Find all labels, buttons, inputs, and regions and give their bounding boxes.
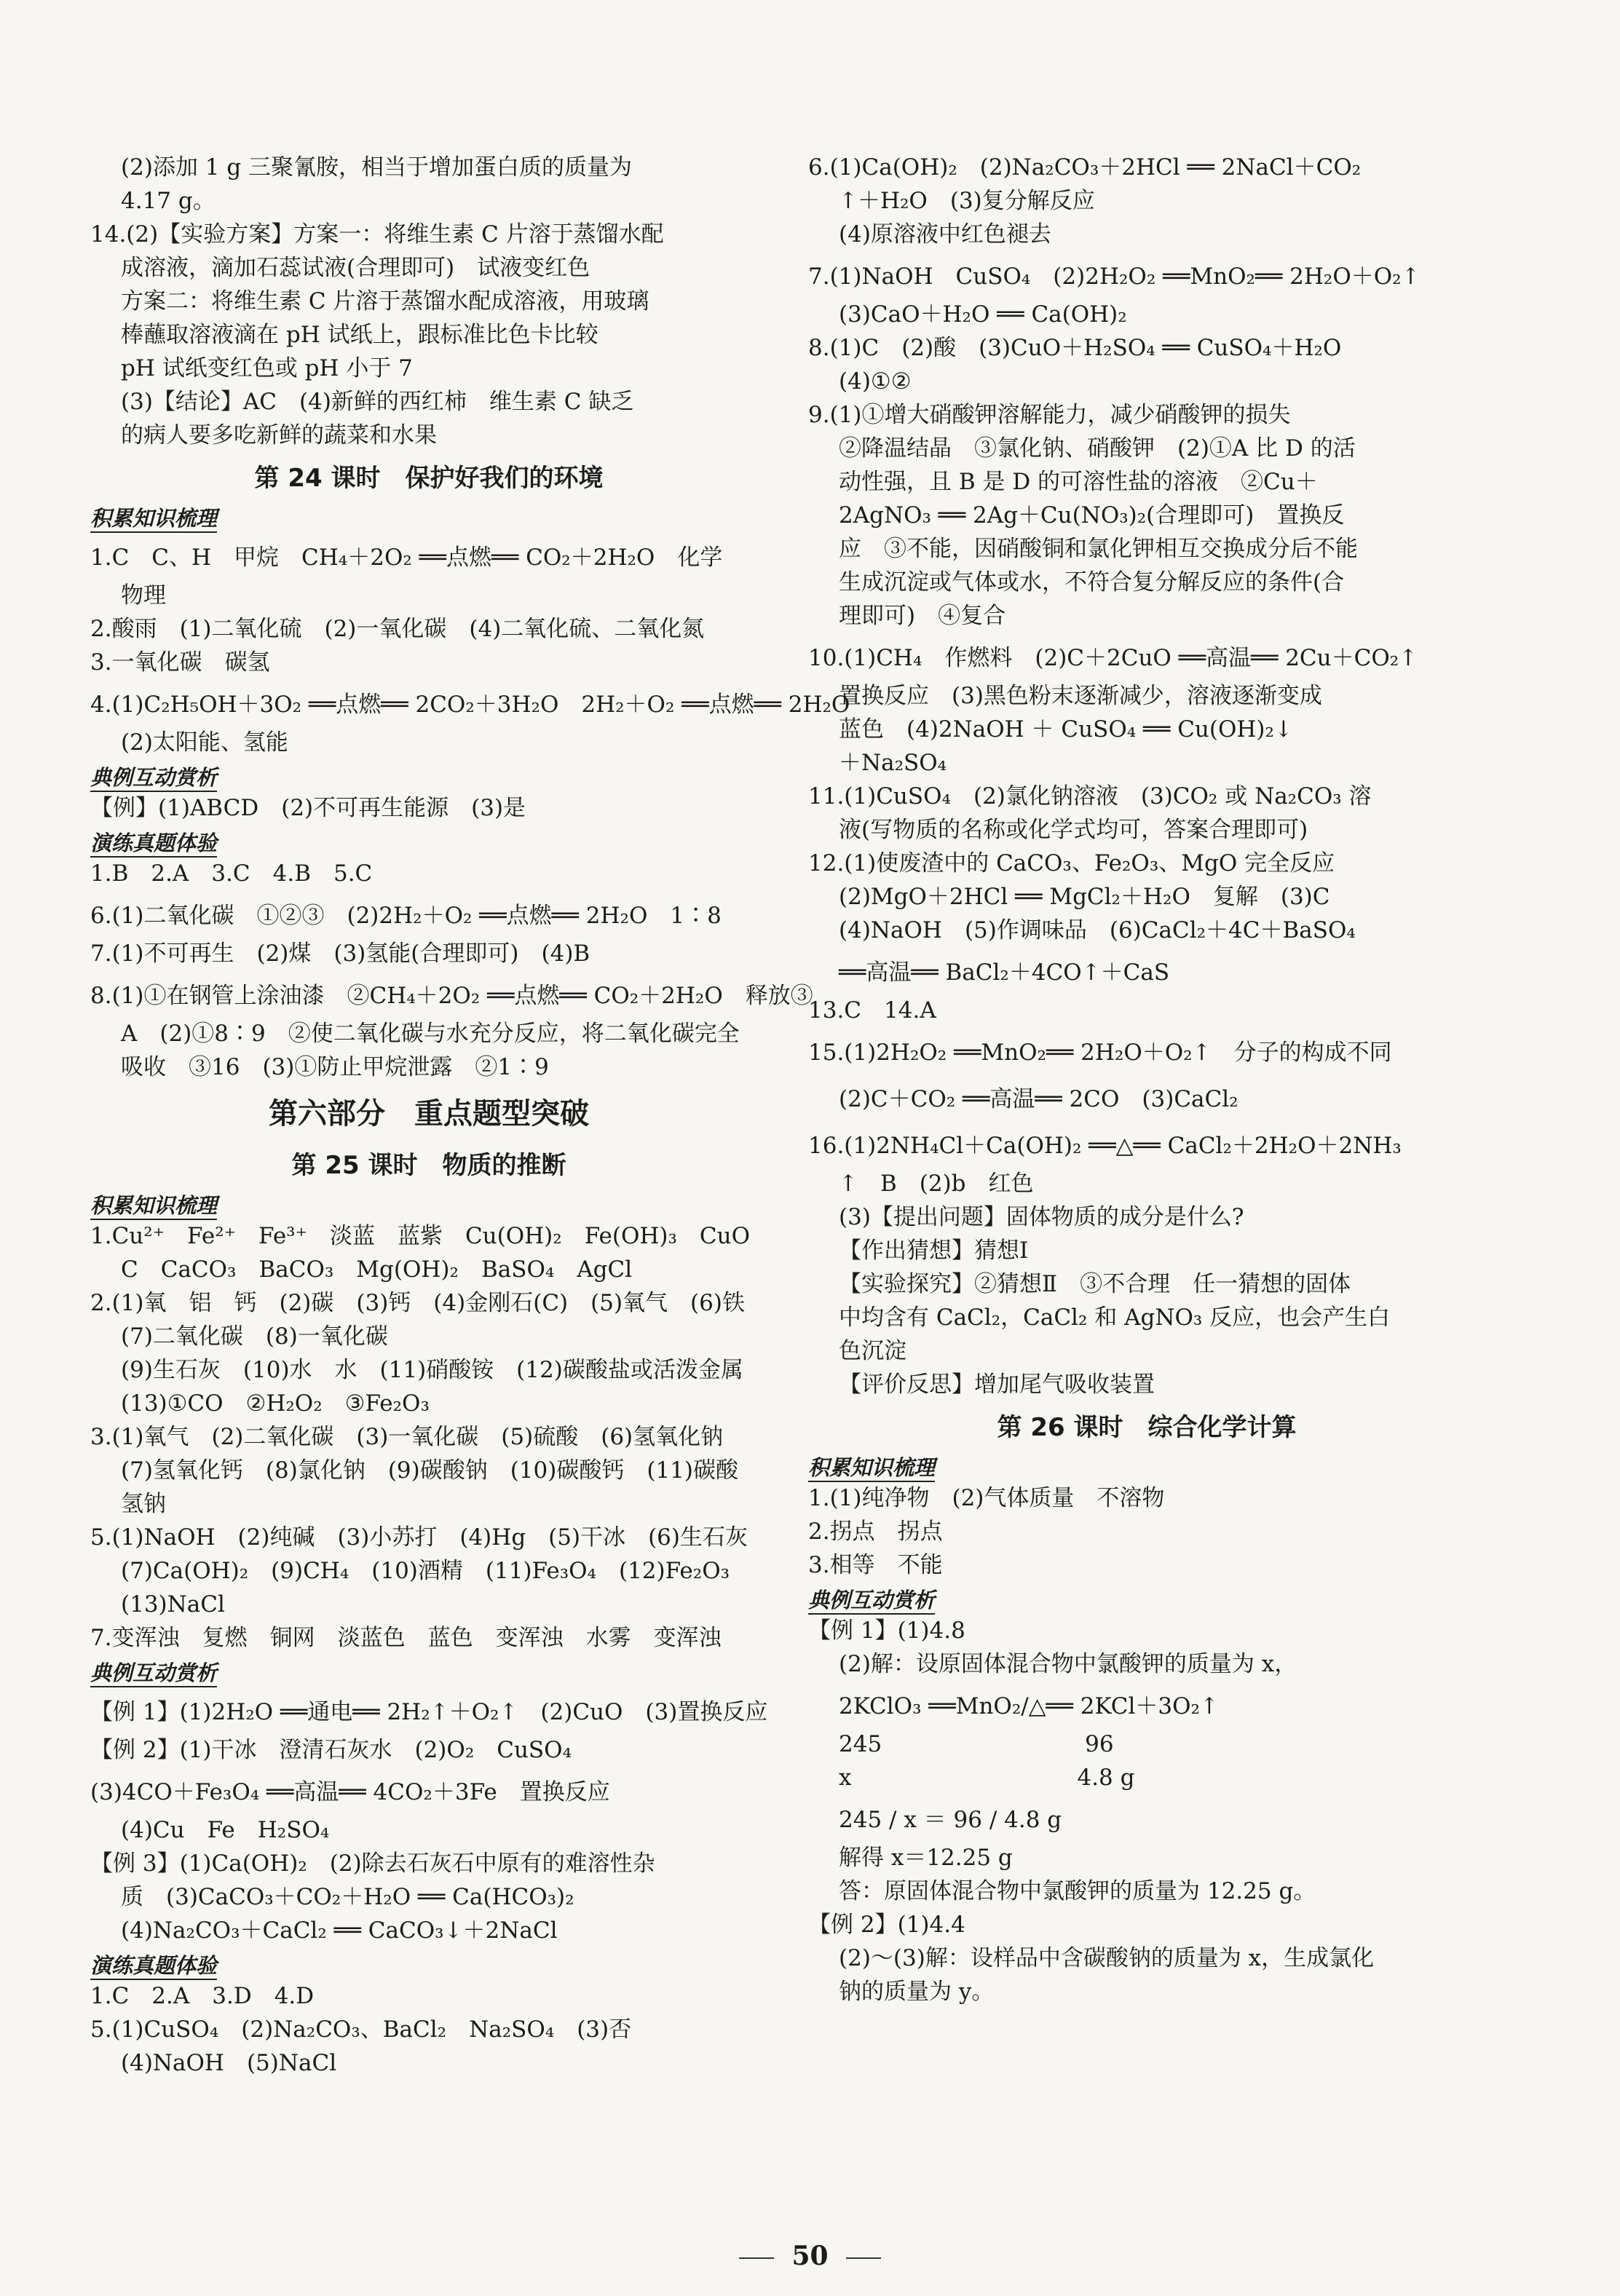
section-heading-text: 演练真题体验	[90, 831, 217, 858]
section-heading-text: 典例互动赏析	[90, 765, 217, 792]
answer-line: (3)CaO＋H₂O ══ Ca(OH)₂	[839, 301, 1127, 328]
answer-line: 答：原固体混合物中氯酸钾的质量为 12.25 g。	[839, 1878, 1316, 1904]
answer-line: 置换反应 (3)黑色粉末逐渐减少，溶液逐渐变成	[839, 683, 1322, 709]
section-heading	[90, 1657, 767, 1689]
answer-line: 1.C C、H 甲烷 CH₄＋2O₂ ══点燃══ CO₂＋2H₂O 化学	[90, 545, 723, 571]
answer-line: 3.(1)氧气 (2)二氧化碳 (3)一氧化碳 (5)硫酸 (6)氢氧化钠	[90, 1424, 724, 1450]
section-heading	[808, 1584, 1485, 1616]
right-column	[808, 153, 1485, 2011]
answer-line: A (2)①8∶9 ②使二氧化碳与水充分反应，将二氧化碳完全	[121, 1021, 740, 1047]
page-number-text: 50	[791, 2241, 829, 2271]
answer-line: 16.(1)2NH₄Cl＋Ca(OH)₂ ══△══ CaCl₂＋2H₂O＋2NH₃	[808, 1133, 1402, 1159]
answer-line: 14.(2)【实验方案】方案一：将维生素 C 片溶于蒸馏水配	[90, 221, 664, 248]
answer-line: 2AgNO₃ ══ 2Ag＋Cu(NO₃)₂(合理即可) 置换反	[839, 502, 1345, 529]
answer-line: 1.C 2.A 3.D 4.D	[90, 1983, 315, 2009]
section-heading	[90, 1949, 767, 1982]
answer-line: 成溶液，滴加石蕊试液(合理即可) 试液变红色	[121, 255, 590, 281]
answer-line: ══高温══ BaCl₂＋4CO↑＋CaS	[839, 959, 1170, 986]
lesson-title: 第 25 课时 物质的推断	[291, 1151, 566, 1180]
answer-line: (2)添加 1 g 三聚氰胺，相当于增加蛋白质的质量为	[121, 154, 633, 181]
answer-line: (2)C＋CO₂ ══高温══ 2CO (3)CaCl₂	[839, 1086, 1238, 1112]
answer-line: (3)【结论】AC (4)新鲜的西红柿 维生素 C 缺乏	[121, 389, 634, 415]
answer-line: (4)Na₂CO₃＋CaCl₂ ══ CaCO₃↓＋2NaCl	[121, 1917, 558, 1944]
answer-line: 1.Cu²⁺ Fe²⁺ Fe³⁺ 淡蓝 蓝紫 Cu(OH)₂ Fe(OH)₃ CuO	[90, 1223, 751, 1249]
answer-line: (7)Ca(OH)₂ (9)CH₄ (10)酒精 (11)Fe₃O₄ (12)Fe₂O₃	[121, 1558, 730, 1584]
answer-line: 1.(1)纯净物 (2)气体质量 不溶物	[808, 1485, 1165, 1511]
answer-line: 2KClO₃ ══MnO₂/△══ 2KCl＋3O₂↑	[839, 1693, 1219, 1719]
answer-line: 【例 2】(1)干冰 澄清石灰水 (2)O₂ CuSO₄	[90, 1737, 572, 1763]
page-number	[0, 2241, 1620, 2271]
answer-line: 【评价反思】增加尾气吸收装置	[839, 1371, 1155, 1398]
answer-line: 12.(1)使废渣中的 CaCO₃、Fe₂O₃、MgO 完全反应	[808, 850, 1335, 876]
answer-line: (2)解：设原固体混合物中氯酸钾的质量为 x，	[839, 1651, 1297, 1677]
answer-line: 应 ③不能，因硝酸铜和氯化钾相互交换成分后不能	[839, 536, 1358, 562]
answer-line: 生成沉淀或气体或水，不符合复分解反应的条件(合	[839, 569, 1345, 595]
answer-line: 棒蘸取溶液滴在 pH 试纸上，跟标准比色卡比较	[121, 322, 598, 348]
answer-line: 中均含有 CaCl₂，CaCl₂ 和 AgNO₃ 反应，也会产生白	[839, 1305, 1391, 1331]
answer-line: 【作出猜想】猜想Ⅰ	[839, 1238, 1029, 1264]
answer-line: (2)太阳能、氢能	[121, 729, 288, 756]
answer-line: 5.(1)CuSO₄ (2)Na₂CO₃、BaCl₂ Na₂SO₄ (3)否	[90, 2016, 632, 2043]
section-heading-text: 典例互动赏析	[808, 1588, 935, 1615]
lesson-title: 第 24 课时 保护好我们的环境	[254, 464, 604, 493]
part-title: 第六部分 重点题型突破	[269, 1097, 589, 1131]
answer-line: 色沉淀	[839, 1338, 906, 1364]
answer-line: 7.(1)NaOH CuSO₄ (2)2H₂O₂ ══MnO₂══ 2H₂O＋O₂↑	[808, 264, 1421, 290]
answer-line: 【例 2】(1)4.4	[808, 1912, 965, 1938]
answer-line: ↑＋H₂O (3)复分解反应	[839, 188, 1095, 214]
answer-line: 6.(1)Ca(OH)₂ (2)Na₂CO₃＋2HCl ══ 2NaCl＋CO₂	[808, 154, 1362, 181]
answer-line: 15.(1)2H₂O₂ ══MnO₂══ 2H₂O＋O₂↑ 分子的构成不同	[808, 1040, 1392, 1066]
answer-line: C CaCO₃ BaCO₃ Mg(OH)₂ BaSO₄ AgCl	[121, 1256, 633, 1283]
answer-line: 7.(1)不可再生 (2)煤 (3)氢能(合理即可) (4)B	[90, 941, 590, 967]
answer-line: (4)NaOH (5)NaCl	[121, 2050, 337, 2076]
answer-line: 【例 1】(1)4.8	[808, 1618, 965, 1644]
answer-line: (4)原溶液中红色褪去	[839, 221, 1051, 248]
answer-line: 蓝色 (4)2NaOH ＋ CuSO₄ ══ Cu(OH)₂↓	[839, 716, 1293, 743]
answer-line: 8.(1)①在钢管上涂油漆 ②CH₄＋2O₂ ══点燃══ CO₂＋2H₂O 释放③	[90, 983, 813, 1009]
dash-left	[739, 2257, 774, 2259]
answer-line: 4.17 g。	[121, 188, 216, 214]
answer-line: (9)生石灰 (10)水 水 (11)硝酸铵 (12)碳酸盐或活泼金属	[121, 1357, 743, 1383]
left-column	[90, 153, 850, 2082]
answer-line: (3)【提出问题】固体物质的成分是什么?	[839, 1204, 1244, 1230]
answer-line: 方案二：将维生素 C 片溶于蒸馏水配成溶液，用玻璃	[121, 288, 649, 314]
answer-line: 8.(1)C (2)酸 (3)CuO＋H₂SO₄ ══ CuSO₄＋H₂O	[808, 335, 1342, 361]
section-heading	[90, 502, 767, 534]
answer-line: (2)～(3)解：设样品中含碳酸钠的质量为 x，生成氯化	[839, 1945, 1375, 1971]
answer-line: 2.(1)氧 铝 钙 (2)碳 (3)钙 (4)金刚石(C) (5)氧气 (6)铁	[90, 1290, 745, 1316]
answer-line: 7.变浑浊 复燃 铜网 淡蓝色 蓝色 变浑浊 水雾 变浑浊	[90, 1625, 722, 1651]
answer-line: (7)二氧化碳 (8)一氧化碳	[121, 1323, 388, 1350]
answer-line: ↑ B (2)b 红色	[839, 1171, 1034, 1197]
answer-line: (7)氢氧化钙 (8)氯化钠 (9)碳酸钠 (10)碳酸钙 (11)碳酸	[121, 1457, 739, 1484]
lesson-title: 第 26 课时 综合化学计算	[997, 1413, 1297, 1442]
answer-line: 5.(1)NaOH (2)纯碱 (3)小苏打 (4)Hg (5)干冰 (6)生石灰	[90, 1524, 748, 1551]
answer-line: 245 96	[839, 1731, 1114, 1757]
answer-line: 4.(1)C₂H₅OH＋3O₂ ══点燃══ 2CO₂＋3H₂O 2H₂＋O₂ ══点燃══ 2H₂O	[90, 692, 850, 718]
answer-line: 质 (3)CaCO₃＋CO₂＋H₂O ══ Ca(HCO₃)₂	[121, 1884, 574, 1910]
section-heading-text: 典例互动赏析	[90, 1660, 217, 1687]
answer-line: 【例 1】(1)2H₂O ══通电══ 2H₂↑＋O₂↑ (2)CuO (3)置换反应	[90, 1699, 768, 1725]
answer-line: 【例 3】(1)Ca(OH)₂ (2)除去石灰石中原有的难溶性杂	[90, 1850, 655, 1877]
answer-line: x 4.8 g	[839, 1765, 1135, 1791]
answer-line: (13)NaCl	[121, 1591, 225, 1618]
answer-line: 吸收 ③16 (3)①防止甲烷泄露 ②1∶9	[121, 1054, 549, 1080]
answer-line: 物理	[121, 582, 166, 609]
answer-line: ②降温结晶 ③氯化钠、硝酸钾 (2)①A 比 D 的活	[839, 435, 1356, 462]
answer-line: 13.C 14.A	[808, 997, 936, 1024]
answer-line: 氢钠	[121, 1491, 166, 1517]
section-heading-text: 积累知识梳理	[90, 1193, 217, 1220]
answer-line: 1.B 2.A 3.C 4.B 5.C	[90, 860, 373, 887]
answer-line: 9.(1)①增大硝酸钾溶解能力，减少硝酸钾的损失	[808, 402, 1291, 428]
answer-line: (4)Cu Fe H₂SO₄	[121, 1817, 330, 1843]
answer-line: 2.拐点 拐点	[808, 1519, 943, 1545]
answer-line: 的病人要多吃新鲜的蔬菜和水果	[121, 422, 437, 448]
answer-line: 6.(1)二氧化碳 ①②③ (2)2H₂＋O₂ ══点燃══ 2H₂O 1∶8	[90, 903, 722, 929]
answer-line: 2.酸雨 (1)二氧化硫 (2)一氧化碳 (4)二氧化硫、二氧化氮	[90, 616, 705, 642]
section-heading-text: 积累知识梳理	[808, 1455, 935, 1482]
section-heading	[90, 1189, 767, 1222]
section-heading-text: 积累知识梳理	[90, 506, 217, 533]
answer-line: 液(写物质的名称或化学式均可，答案合理即可)	[839, 817, 1308, 843]
answer-line: 动性强，且 B 是 D 的可溶性盐的溶液 ②Cu＋	[839, 469, 1318, 495]
answer-line: 理即可) ④复合	[839, 603, 1006, 629]
answer-line: 【例】(1)ABCD (2)不可再生能源 (3)是	[90, 795, 526, 821]
answer-line: (4)NaOH (5)作调味品 (6)CaCl₂＋4C＋BaSO₄	[839, 917, 1356, 943]
section-heading-text: 演练真题体验	[90, 1953, 217, 1980]
answer-line: ＋Na₂SO₄	[839, 750, 947, 776]
answer-line: (13)①CO ②H₂O₂ ③Fe₂O₃	[121, 1390, 430, 1417]
dash-right	[846, 2257, 881, 2259]
answer-line: 10.(1)CH₄ 作燃料 (2)C＋2CuO ══高温══ 2Cu＋CO₂↑	[808, 645, 1418, 671]
answer-line: 245 / x ＝ 96 / 4.8 g	[839, 1807, 1062, 1833]
answer-line: (4)①②	[839, 368, 912, 395]
section-heading	[808, 1452, 1485, 1484]
answer-line: pH 试纸变红色或 pH 小于 7	[121, 355, 413, 381]
answer-line: (2)MgO＋2HCl ══ MgCl₂＋H₂O 复解 (3)C	[839, 884, 1330, 910]
answer-line: 11.(1)CuSO₄ (2)氯化钠溶液 (3)CO₂ 或 Na₂CO₃ 溶	[808, 783, 1372, 809]
answer-line: 3.一氧化碳 碳氢	[90, 649, 270, 676]
answer-line: 【实验探究】②猜想Ⅱ ③不合理 任一猜想的固体	[839, 1271, 1351, 1297]
answer-line: (3)4CO＋Fe₃O₄ ══高温══ 4CO₂＋3Fe 置换反应	[90, 1779, 610, 1805]
section-heading	[90, 761, 767, 793]
answer-line: 钠的质量为 y。	[839, 1979, 995, 2005]
answer-line: 解得 x＝12.25 g	[839, 1845, 1013, 1871]
answer-line: 3.相等 不能	[808, 1552, 943, 1578]
section-heading	[90, 827, 767, 859]
